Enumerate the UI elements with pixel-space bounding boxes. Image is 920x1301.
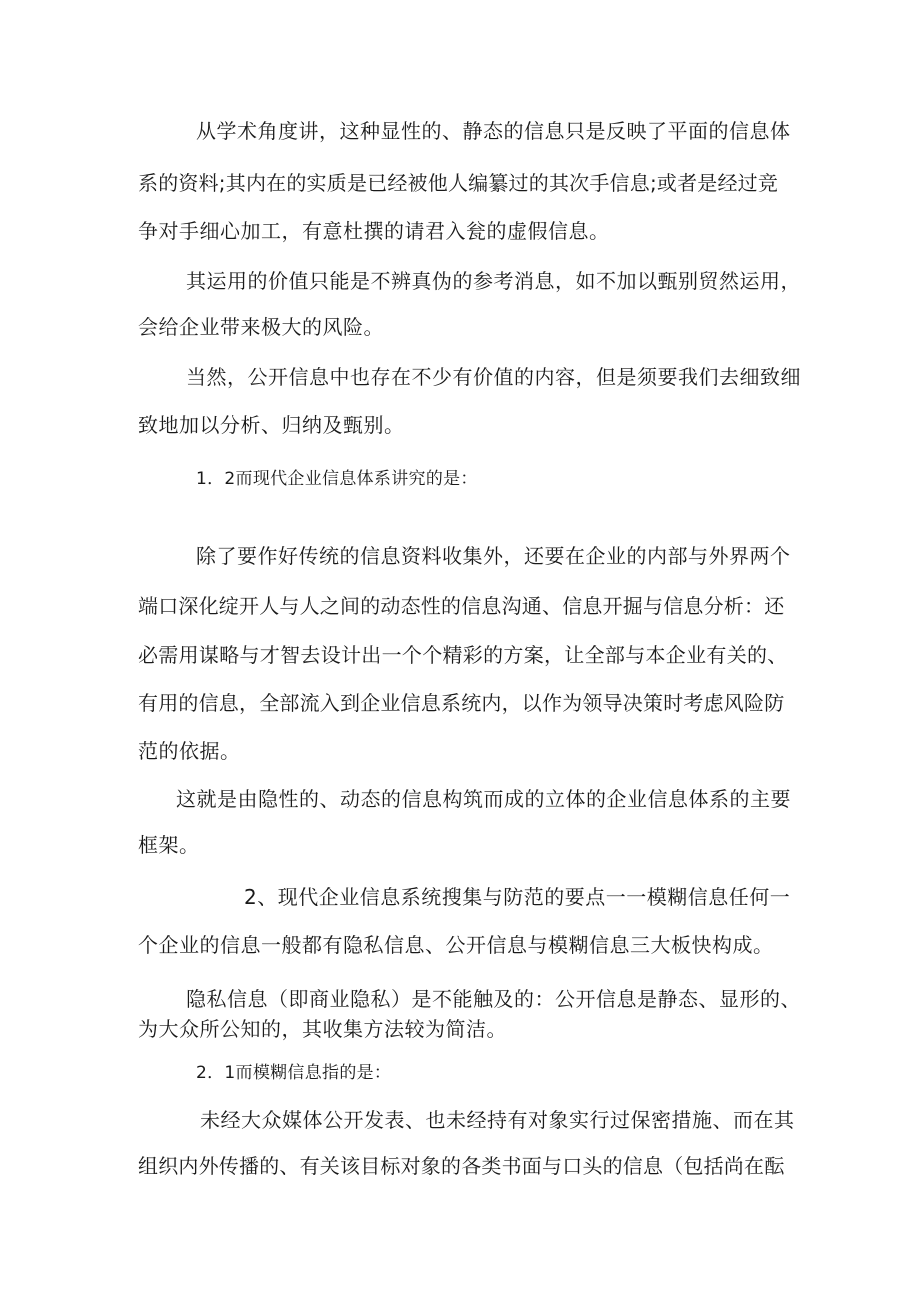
text-line: 有用的信息，全部流入到企业信息系统内，以作为领导决策时考虑风险防: [138, 691, 785, 715]
text-line: 为大众所公知的，其收集方法较为简洁。: [138, 1017, 507, 1041]
text-line: 范的依据。: [138, 739, 241, 763]
text-line: 未经大众媒体公开发表、也未经持有对象实行过保密措施、而在其: [200, 1108, 795, 1132]
text-line: 其运用的价值只能是不辨真伪的参考消息，如不加以甄别贸然运用，: [186, 269, 801, 293]
text-line: 从学术角度讲，这种显性的、静态的信息只是反映了平面的信息体: [196, 119, 791, 143]
text-line: 会给企业带来极大的风险。: [138, 315, 384, 339]
text-line: 致地加以分析、归纳及甄别。: [138, 413, 405, 437]
section-heading: 1．2而现代企业信息体系讲究的是：: [196, 469, 478, 489]
section-heading: 2．1而模糊信息指的是：: [196, 1063, 392, 1083]
text-line: 框架。: [138, 833, 200, 857]
text-line: 组织内外传播的、有关该目标对象的各类书面与口头的信息（包括尚在酝: [138, 1154, 785, 1178]
section-heading: 2、现代企业信息系统搜集与防范的要点一一模糊信息任何一: [244, 885, 791, 909]
text-line: 隐私信息（即商业隐私）是不能触及的：公开信息是静态、显形的、: [186, 987, 801, 1011]
text-line: 这就是由隐性的、动态的信息构筑而成的立体的企业信息体系的主要: [176, 787, 791, 811]
text-line: 争对手细心加工，有意杜撰的请君入瓮的虚假信息。: [138, 219, 610, 243]
text-line: 系的资料;其内在的实质是已经被他人编纂过的其次手信息;或者是经过竞: [138, 171, 779, 195]
text-line: 除了要作好传统的信息资料收集外，还要在企业的内部与外界两个: [196, 544, 791, 568]
text-line: 个企业的信息一般都有隐私信息、公开信息与模糊信息三大板快构成。: [138, 933, 774, 957]
text-line: 当然，公开信息中也存在不少有价值的内容，但是须要我们去细致细: [186, 365, 801, 389]
text-line: 必需用谋略与才智去设计出一个个精彩的方案，让全部与本企业有关的、: [138, 643, 788, 667]
text-line: 端口深化绽开人与人之间的动态性的信息沟通、信息开掘与信息分析：还: [138, 594, 785, 618]
